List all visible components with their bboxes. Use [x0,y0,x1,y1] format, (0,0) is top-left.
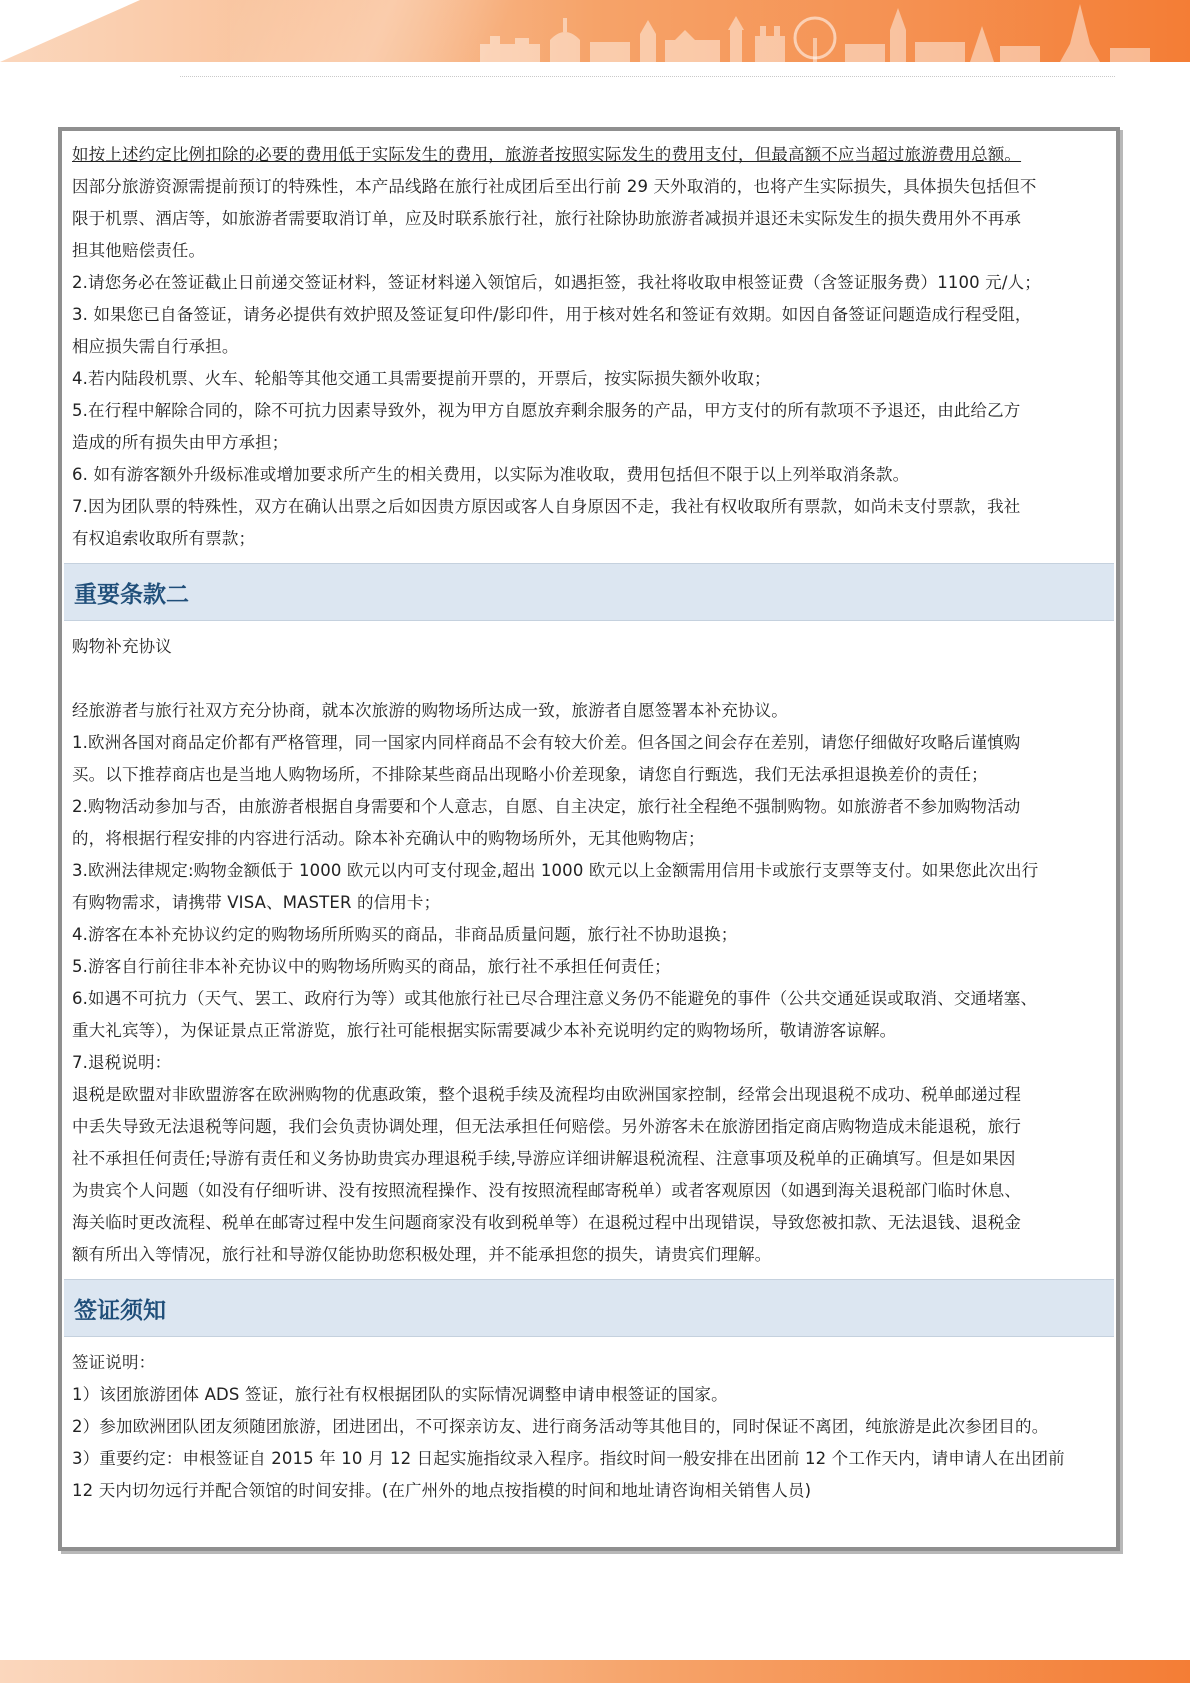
text-line: 有权追索收取所有票款； [72,529,256,548]
footer-band [0,1660,1190,1683]
banner-white-wedge [0,0,140,62]
text-line: 签证说明： [72,1353,156,1372]
text-line: 3.欧洲法律规定:购物金额低于 1000 欧元以内可支付现金,超出 1000 欧元以上金额需用信用卡或旅行支票等支付。如果您此次出行 [72,861,1039,880]
text-line: 额有所出入等情况，旅行社和导游仅能协助您积极处理，并不能承担您的损失，请贵宾们理解。 [72,1245,772,1264]
text-line: 经旅游者与旅行社双方充分协商，就本次旅游的购物场所达成一致，旅游者自愿签署本补充协议。 [72,701,788,720]
text-line: 12 天内切勿远行并配合领馆的时间安排。(在广州外的地点按指模的时间和地址请咨询相关销售人员) [72,1481,812,1500]
section-subtitle: 购物补充协议 [72,637,172,656]
text-line: 6.如遇不可抗力（天气、罢工、政府行为等）或其他旅行社已尽合理注意义务仍不能避免的事件（公共交通延误或取消、交通堵塞、 [72,989,1038,1008]
text-line: 为贵宾个人问题（如没有仔细听讲、没有按照流程操作、没有按照流程邮寄税单）或者客观原因（如遇到海关退税部门临时休息、 [72,1181,1022,1200]
text-line: 6. 如有游客额外升级标准或增加要求所产生的相关费用，以实际为准收取，费用包括但不限于以上列举取消条款。 [72,465,910,484]
terms-content [72,131,1106,1507]
section-title: 重要条款二 [74,581,189,608]
text-line: 2.购物活动参加与否，由旅游者根据自身需要和个人意志，自愿、自主决定，旅行社全程绝不强制购物。如旅游者不参加购物活动 [72,797,1021,816]
text-line: 重大礼宾等），为保证景点正常游览，旅行社可能根据实际需要减少本补充说明约定的购物场所，敬请游客谅解。 [72,1021,897,1040]
text-line: 5.游客自行前往非本补充协议中的购物场所购买的商品，旅行社不承担任何责任； [72,957,671,976]
text-line: 造成的所有损失由甲方承担； [72,433,289,452]
text-line: 4.游客在本补充协议约定的购物场所所购买的商品，非商品质量问题，旅行社不协助退换； [72,925,738,944]
text-line: 中丢失导致无法退税等问题，我们会负责协调处理，但无法承担任何赔偿。另外游客未在旅游团指定商店购物造成未能退税，旅行 [72,1117,1022,1136]
text-line: 社不承担任何责任;导游有责任和义务协助贵宾办理退税手续,导游应详细讲解退税流程、注意事项及税单的正确填写。但是如果因 [72,1149,1016,1168]
text-line: 3）重要约定：申根签证自 2015 年 10 月 12 日起实施指纹录入程序。指纹时间一般安排在出团前 12 个工作天内，请申请人在出团前 [72,1449,1065,1468]
text-line: 7.退税说明： [72,1053,172,1072]
text-line: 相应损失需自行承担。 [72,337,239,356]
european-skyline-icon [470,0,1150,62]
text-line: 1.欧洲各国对商品定价都有严格管理，同一国家内同样商品不会有较大价差。但各国之间会存在差别，请您仔细做好攻略后谨慎购 [72,733,1021,752]
header-banner [0,0,1190,62]
text-line: 海关临时更改流程、税单在邮寄过程中发生问题商家没有收到税单等）在退税过程中出现错误，导致您被扣款、无法退钱、退税金 [72,1213,1022,1232]
text-line: 的，将根据行程安排的内容进行活动。除本补充确认中的购物场所外，无其他购物店； [72,829,705,848]
text-line: 买。以下推荐商店也是当地人购物场所，不排除某些商品出现略小价差现象，请您自行甄选，我们无法承担退换差价的责任； [72,765,988,784]
text-line: 3. 如果您已自备签证，请务必提供有效护照及签证复印件/影印件，用于核对姓名和签证有效期。如因自备签证问题造成行程受阻， [72,305,1032,324]
text-line: 如按上述约定比例扣除的必要的费用低于实际发生的费用，旅游者按照实际发生的费用支付，但最高额不应当超过旅游费用总额。 [72,145,1022,164]
text-line: 有购物需求，请携带 VISA、MASTER 的信用卡； [72,893,441,912]
text-line: 1）该团旅游团体 ADS 签证，旅行社有权根据团队的实际情况调整申请申根签证的国家。 [72,1385,728,1404]
text-line: 5.在行程中解除合同的，除不可抗力因素导致外，视为甲方自愿放弃剩余服务的产品，甲方支付的所有款项不予退还，由此给乙方 [72,401,1021,420]
section-title: 签证须知 [74,1297,166,1324]
text-line: 4.若内陆段机票、火车、轮船等其他交通工具需要提前开票的，开票后，按实际损失额外收取； [72,369,771,388]
terms-content-box [58,127,1120,1551]
text-line: 2）参加欧洲团队团友须随团旅游，团进团出，不可探亲访友、进行商务活动等其他目的，同时保证不离团，纯旅游是此次参团目的。 [72,1417,1049,1436]
header-divider [180,76,1115,77]
text-line: 因部分旅游资源需提前预订的特殊性，本产品线路在旅行社成团后至出行前 29 天外取消的，也将产生实际损失，具体损失包括但不 [72,177,1037,196]
text-line: 7.因为团队票的特殊性，双方在确认出票之后如因贵方原因或客人自身原因不走，我社有权收取所有票款，如尚未支付票款，我社 [72,497,1021,516]
section-header-shopping [64,563,1114,621]
section-header-visa [64,1279,1114,1337]
text-line: 退税是欧盟对非欧盟游客在欧洲购物的优惠政策，整个退税手续及流程均由欧洲国家控制，经常会出现退税不成功、税单邮递过程 [72,1085,1022,1104]
text-line: 担其他赔偿责任。 [72,241,206,260]
text-line: 2.请您务必在签证截止日前递交签证材料，签证材料递入领馆后，如遇拒签，我社将收取申根签证费（含签证服务费）1100 元/人； [72,273,1041,292]
text-line: 限于机票、酒店等，如旅游者需要取消订单，应及时联系旅行社，旅行社除协助旅游者减损并退还未实际发生的损失费用外不再承 [72,209,1022,228]
